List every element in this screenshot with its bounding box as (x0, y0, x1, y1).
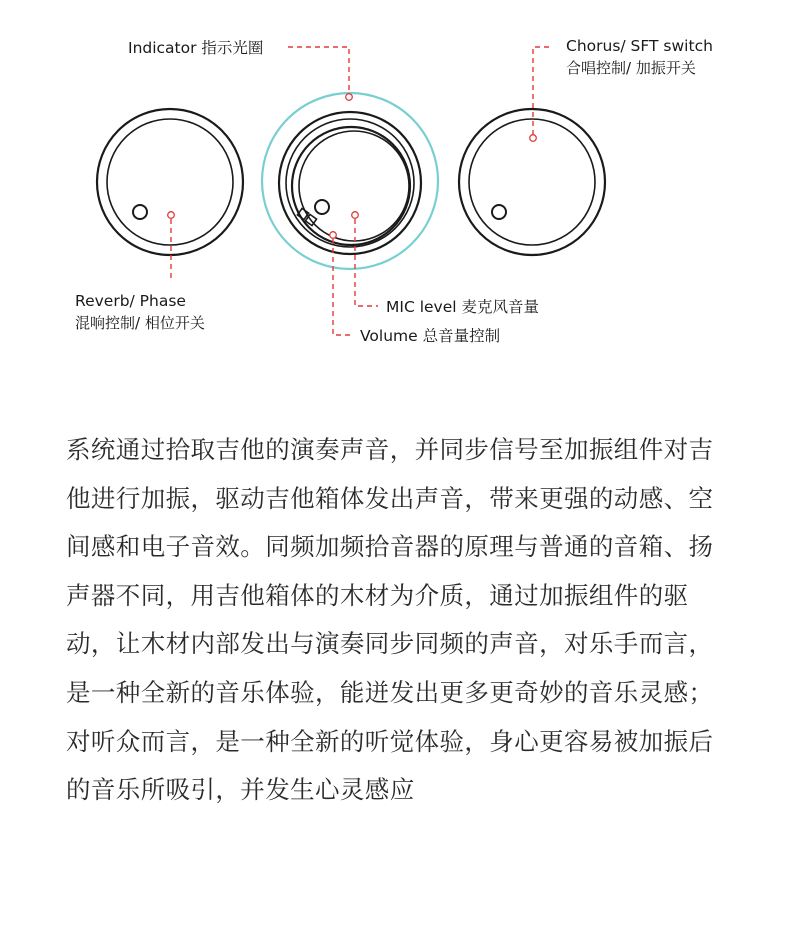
mic-leader-line (355, 219, 378, 306)
chorus-label-cn: 合唱控制/ 加振开关 (566, 59, 696, 77)
reverb-label-cn: 混响控制/ 相位开关 (75, 314, 205, 332)
reverb-phase-knob (97, 109, 243, 255)
indicator-leader-line (288, 47, 349, 94)
mic-level-label: MIC level 麦克风音量 (386, 298, 539, 316)
chorus-label-en: Chorus/ SFT switch (566, 37, 713, 55)
description-paragraph: 系统通过拾取吉他的演奏声音，并同步信号至加振组件对吉他进行加振，驱动吉他箱体发出声音，带来更强的动感、空间感和电子音效。同频加频拾音器的原理与普通的音箱、扬声器不同，用吉他箱体的木材为介质，通过加振组件的驱动，让木材内部发出与演奏同步同频的声音，对乐手而言，是一种全新的音乐体验，能迸发出更多更奇妙的音乐灵感；对听众而言，是一种全新的听觉体验，身心更容易被加振后的音乐所吸引，并发生心灵感应 (66, 435, 714, 805)
chorus-marker (530, 135, 537, 142)
volume-mic-knob (262, 93, 438, 269)
mic-marker (352, 212, 359, 219)
volume-marker (330, 232, 337, 239)
indicator-marker (346, 94, 353, 101)
chorus-sft-knob (459, 109, 605, 255)
knob-diagram (0, 0, 790, 380)
chorus-leader-line (533, 47, 549, 135)
indicator-label: Indicator 指示光圈 (128, 39, 264, 57)
reverb-marker (168, 212, 175, 219)
reverb-label-en: Reverb/ Phase (75, 292, 186, 310)
volume-label: Volume 总音量控制 (360, 327, 501, 345)
